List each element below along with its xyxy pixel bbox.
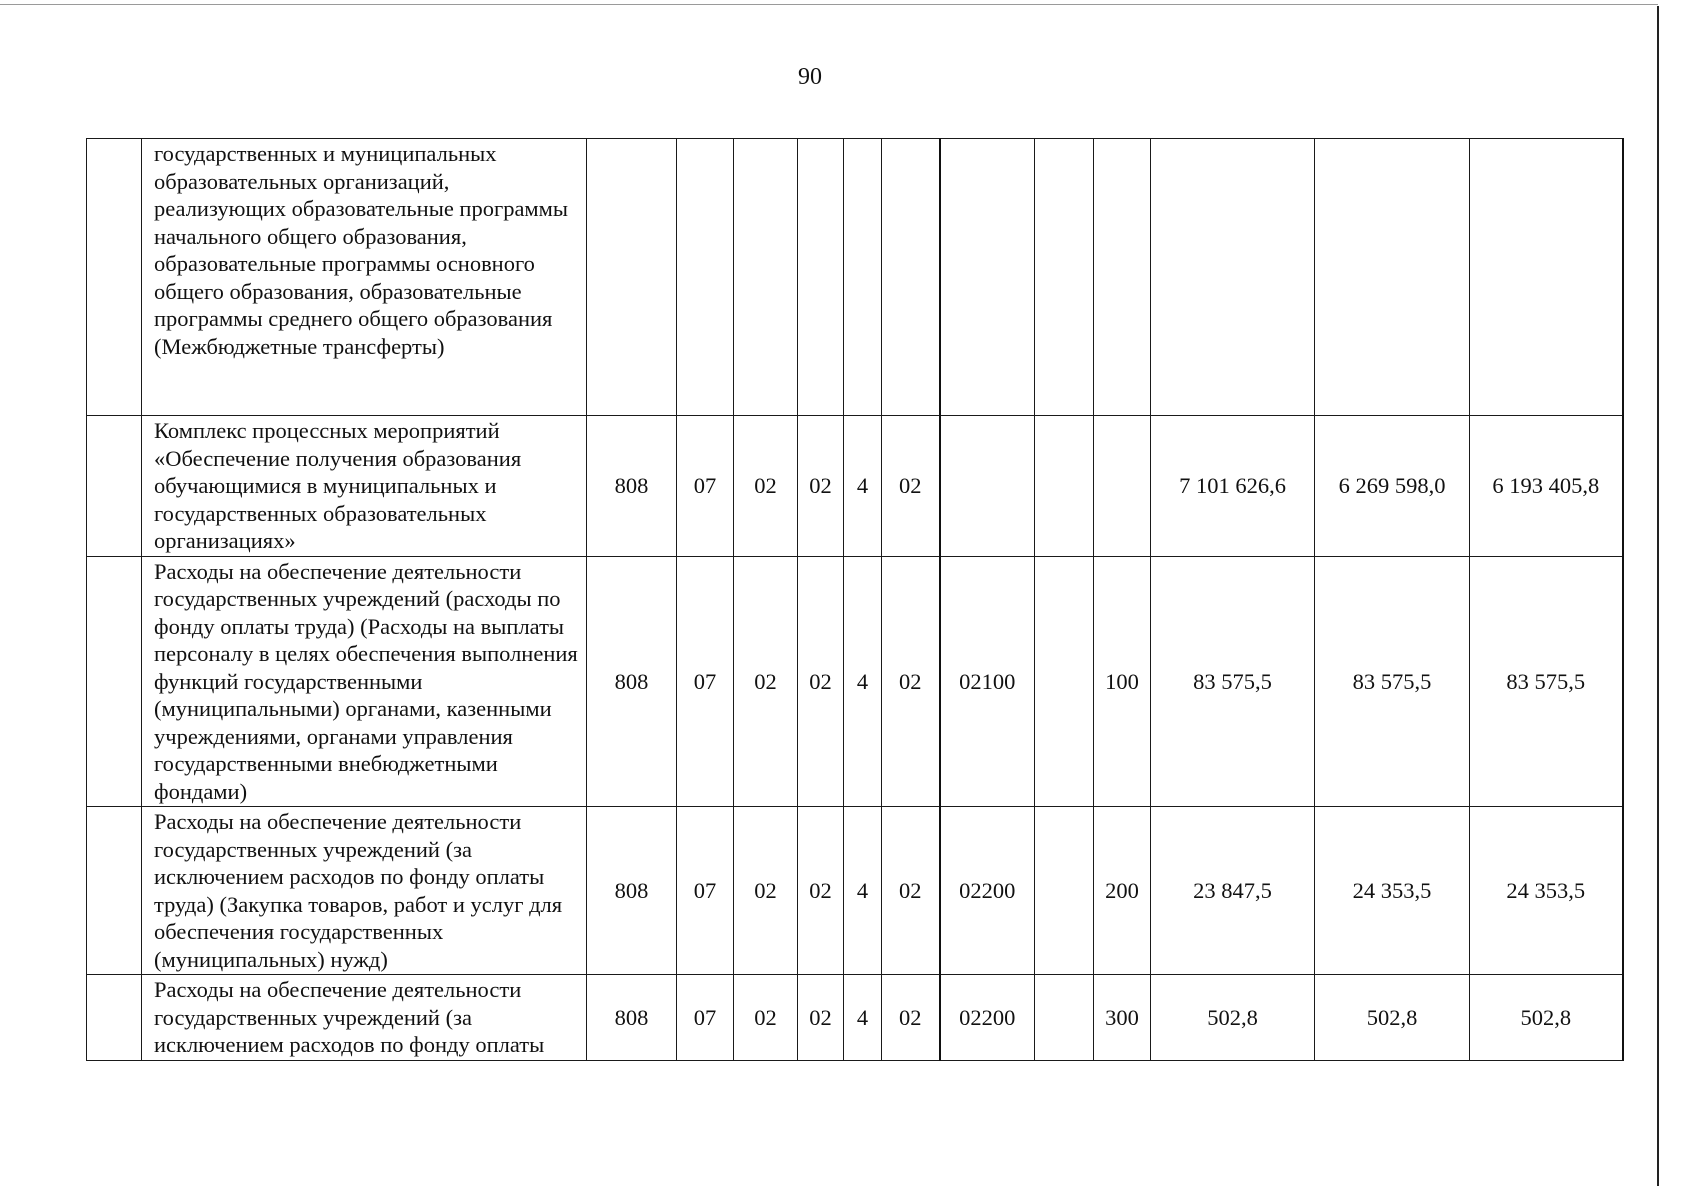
section-code-cell: 07 bbox=[677, 975, 734, 1061]
program-element-cell: 02 bbox=[882, 416, 940, 557]
subsection-code-cell: 02 bbox=[734, 975, 798, 1061]
program-type-cell bbox=[844, 139, 882, 416]
amount-year-3-cell: 502,8 bbox=[1470, 975, 1623, 1061]
direction-code-cell: 02200 bbox=[940, 807, 1035, 975]
budget-table bbox=[86, 138, 1624, 1061]
table-row bbox=[87, 975, 1623, 1061]
amount-year-1-cell: 83 575,5 bbox=[1151, 556, 1315, 807]
page-edge-right bbox=[1657, 6, 1659, 1186]
ved-code-cell bbox=[587, 139, 677, 416]
row-index-cell bbox=[87, 807, 142, 975]
row-index-cell bbox=[87, 975, 142, 1061]
subsection-code-cell bbox=[734, 139, 798, 416]
page-edge-top bbox=[0, 4, 1658, 5]
amount-year-3-cell: 24 353,5 bbox=[1470, 807, 1623, 975]
section-code-cell: 07 bbox=[677, 416, 734, 557]
amount-year-3-cell bbox=[1470, 139, 1623, 416]
program-code-cell: 02 bbox=[798, 556, 844, 807]
amount-year-1-cell: 7 101 626,6 bbox=[1151, 416, 1315, 557]
program-code-cell: 02 bbox=[798, 975, 844, 1061]
expense-type-cell bbox=[1094, 416, 1151, 557]
amount-year-2-cell: 83 575,5 bbox=[1315, 556, 1470, 807]
program-type-cell: 4 bbox=[844, 975, 882, 1061]
expense-name-cell: Расходы на обеспечение деятельности государственных учреждений (за исключением расходов по фонду оплаты bbox=[142, 975, 587, 1061]
ved-code-cell: 808 bbox=[587, 807, 677, 975]
section-code-cell: 07 bbox=[677, 556, 734, 807]
amount-year-2-cell: 6 269 598,0 bbox=[1315, 416, 1470, 557]
program-code-cell: 02 bbox=[798, 807, 844, 975]
program-type-cell: 4 bbox=[844, 556, 882, 807]
direction-extra-cell bbox=[1035, 556, 1094, 807]
row-index-cell bbox=[87, 139, 142, 416]
expense-type-cell bbox=[1094, 139, 1151, 416]
expense-name-cell: Комплекс процессных мероприятий «Обеспечение получения образования обучающимися в муниципальных и государственных образовательных организациях» bbox=[142, 416, 587, 557]
section-code-cell bbox=[677, 139, 734, 416]
subsection-code-cell: 02 bbox=[734, 416, 798, 557]
amount-year-3-cell: 83 575,5 bbox=[1470, 556, 1623, 807]
program-type-cell: 4 bbox=[844, 807, 882, 975]
table-row bbox=[87, 556, 1623, 807]
expense-name-cell: Расходы на обеспечение деятельности государственных учреждений (за исключением расходов по фонду оплаты труда) (Закупка товаров, работ и услуг для обеспечения государственных (муниципальных) нужд) bbox=[142, 807, 587, 975]
amount-year-3-cell: 6 193 405,8 bbox=[1470, 416, 1623, 557]
direction-code-cell bbox=[940, 139, 1035, 416]
expense-name-cell: государственных и муниципальных образовательных организаций, реализующих образовательные программы начального общего образования, образовательные программы основного общего образования, образовательные программы среднего общего образования (Межбюджетные трансферты) bbox=[142, 139, 587, 416]
row-index-cell bbox=[87, 416, 142, 557]
program-element-cell bbox=[882, 139, 940, 416]
direction-code-cell: 02100 bbox=[940, 556, 1035, 807]
expense-type-cell: 200 bbox=[1094, 807, 1151, 975]
section-code-cell: 07 bbox=[677, 807, 734, 975]
program-type-cell: 4 bbox=[844, 416, 882, 557]
program-code-cell: 02 bbox=[798, 416, 844, 557]
ved-code-cell: 808 bbox=[587, 556, 677, 807]
direction-code-cell: 02200 bbox=[940, 975, 1035, 1061]
amount-year-2-cell bbox=[1315, 139, 1470, 416]
amount-year-1-cell: 23 847,5 bbox=[1151, 807, 1315, 975]
subsection-code-cell: 02 bbox=[734, 556, 798, 807]
direction-extra-cell bbox=[1035, 807, 1094, 975]
direction-code-cell bbox=[940, 416, 1035, 557]
direction-extra-cell bbox=[1035, 416, 1094, 557]
program-code-cell bbox=[798, 139, 844, 416]
amount-year-1-cell bbox=[1151, 139, 1315, 416]
amount-year-2-cell: 502,8 bbox=[1315, 975, 1470, 1061]
program-element-cell: 02 bbox=[882, 556, 940, 807]
ved-code-cell: 808 bbox=[587, 975, 677, 1061]
direction-extra-cell bbox=[1035, 139, 1094, 416]
expense-name-cell: Расходы на обеспечение деятельности государственных учреждений (расходы по фонду оплаты труда) (Расходы на выплаты персоналу в целях обеспечения выполнения функций государственными (муниципальными) органами, казенными учреждениями, органами управления государственными внебюджетными фондами) bbox=[142, 556, 587, 807]
program-element-cell: 02 bbox=[882, 975, 940, 1061]
page-number: 90 bbox=[798, 64, 822, 90]
ved-code-cell: 808 bbox=[587, 416, 677, 557]
program-element-cell: 02 bbox=[882, 807, 940, 975]
table-row bbox=[87, 807, 1623, 975]
table-row bbox=[87, 139, 1623, 416]
amount-year-2-cell: 24 353,5 bbox=[1315, 807, 1470, 975]
direction-extra-cell bbox=[1035, 975, 1094, 1061]
expense-type-cell: 300 bbox=[1094, 975, 1151, 1061]
subsection-code-cell: 02 bbox=[734, 807, 798, 975]
row-index-cell bbox=[87, 556, 142, 807]
expense-type-cell: 100 bbox=[1094, 556, 1151, 807]
table-row bbox=[87, 416, 1623, 557]
amount-year-1-cell: 502,8 bbox=[1151, 975, 1315, 1061]
